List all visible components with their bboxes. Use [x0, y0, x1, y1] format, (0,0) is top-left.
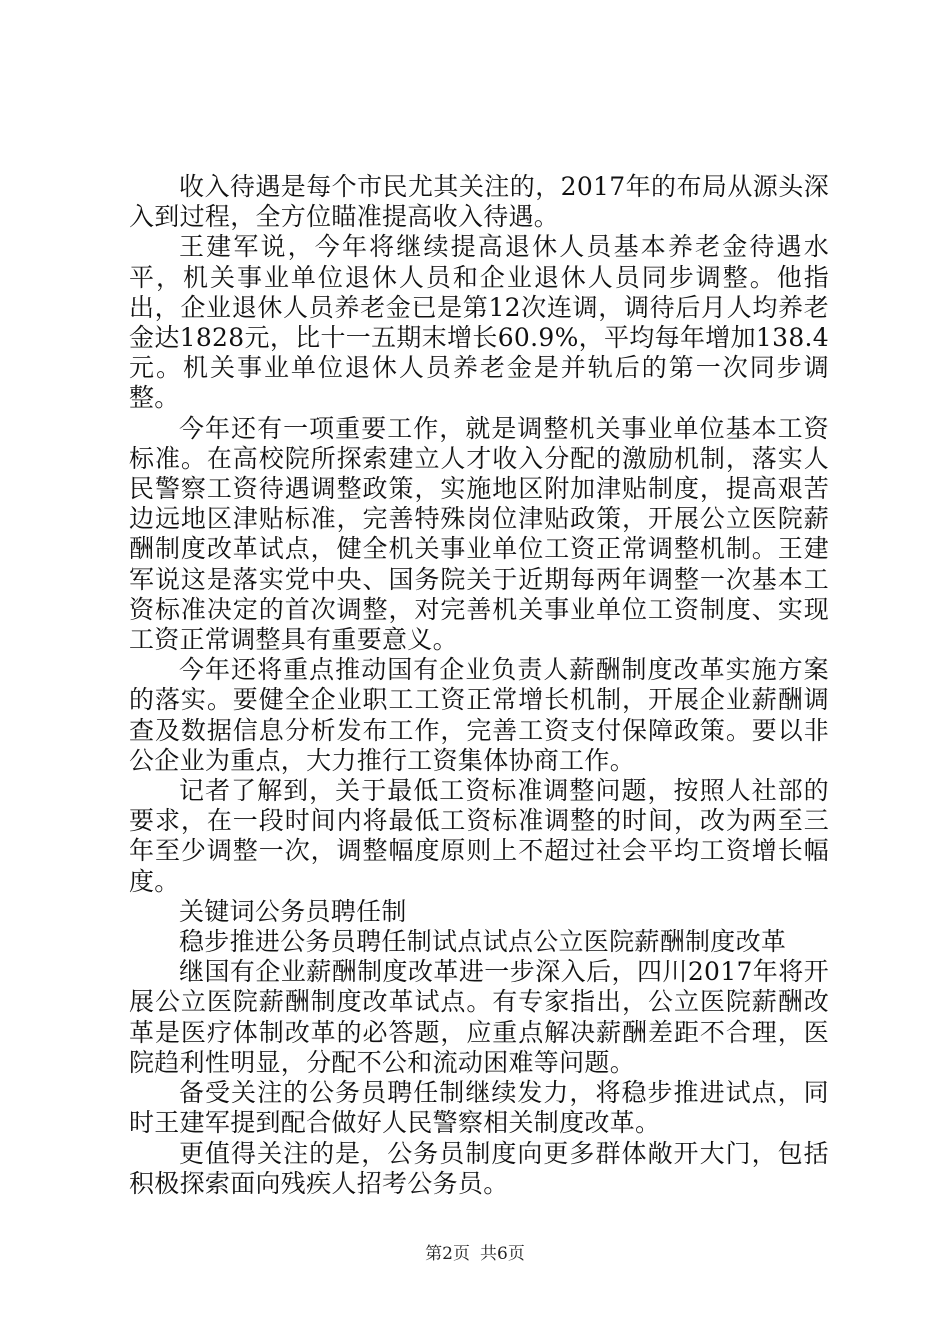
page-number: 第2页 — [425, 1244, 470, 1264]
paragraph-salary-standard: 今年还有一项重要工作，就是调整机关事业单位基本工资标准。在高校院所探索建立人才收入分配的激励机制，落实人民警察工资待遇调整政策，实施地区附加津贴制度，提高艰苦边远地区津贴标准，完善特殊岗位津贴政策，开展公立医院薪酬制度改革试点，健全机关事业单位工资正常调整机制。王建军说这是落实党中央、国务院关于近期每两年调整一次基本工资标准决定的首次调整，对完善机关事业单位工资制度、实现工资正常调整具有重要意义。 — [129, 413, 829, 655]
paragraph-minimum-wage: 记者了解到，关于最低工资标准调整问题，按照人社部的要求，在一段时间内将最低工资标准调整的时间，改为两至三年至少调整一次，调整幅度原则上不超过社会平均工资增长幅度。 — [129, 776, 829, 896]
paragraph-keyword-heading: 关键词公务员聘任制 — [179, 896, 407, 926]
paragraph-soe-compensation: 今年还将重点推动国有企业负责人薪酬制度改革实施方案的落实。要健全企业职工工资正常增长机制，开展企业薪酬调查及数据信息分析发布工作，完善工资支付保障政策。要以非公企业为重点，大力推行工资集体协商工作。 — [129, 655, 829, 775]
paragraph-disabled-recruitment: 更值得关注的是，公务员制度向更多群体敞开大门，包括积极探索面向残疾人招考公务员。 — [129, 1138, 829, 1198]
page-total: 共6页 — [480, 1244, 525, 1264]
paragraph-income-intro: 收入待遇是每个市民尤其关注的，2017年的布局从源头深入到过程，全方位瞄准提高收入待遇。 — [129, 172, 829, 232]
page-footer — [0, 1243, 950, 1265]
article-body — [129, 172, 829, 1199]
paragraph-pension-adjustment: 王建军说，今年将继续提高退休人员基本养老金待遇水平，机关事业单位退休人员和企业退休人员同步调整。他指出，企业退休人员养老金已是第12次连调，调待后月人均养老金达1828元，比十一五期末增长60.9%，平均每年增加138.4元。机关事业单位退休人员养老金是并轨后的第一次同步调整。 — [129, 232, 829, 413]
paragraph-civil-servant-contract: 备受关注的公务员聘任制继续发力，将稳步推进试点，同时王建军提到配合做好人民警察相关制度改革。 — [129, 1078, 829, 1138]
paragraph-subheading: 稳步推进公务员聘任制试点试点公立医院薪酬制度改革 — [179, 927, 787, 957]
paragraph-hospital-reform: 继国有企业薪酬制度改革进一步深入后，四川2017年将开展公立医院薪酬制度改革试点。有专家指出，公立医院薪酬改革是医疗体制改革的必答题，应重点解决薪酬差距不合理，医院趋利性明显，分配不公和流动困难等问题。 — [129, 957, 829, 1077]
